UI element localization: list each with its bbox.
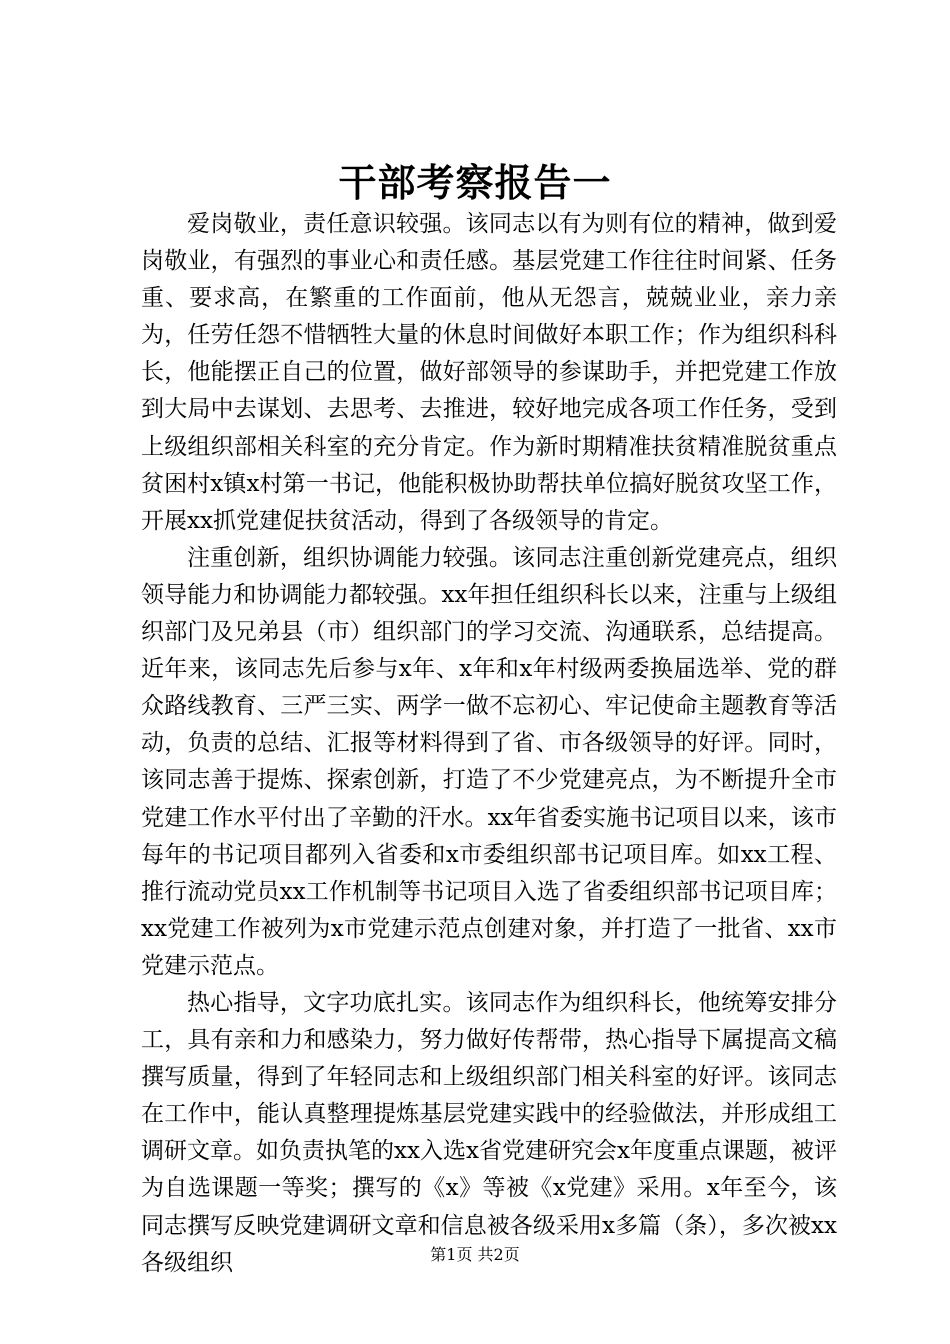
paragraph: 热心指导，文字功底扎实。该同志作为组织科长，他统筹安排分工，具有亲和力和感染力，努力做好传帮带，热心指导下属提高文稿撰写质量，得到了年轻同志和上级组织部门相关科室的好评。该同志在工作中，能认真整理提炼基层党建实践中的经验做法，并形成组工调研文章。如负责执笔的xx入选x省党建研究会x年度重点课题，被评为自选课题一等奖；撰写的《x》等被《x党建》采用。x年至今，该同志撰写反映党建调研文章和信息被各级采用x多篇（条），多次被xx各级组织 [141,989,837,1276]
paragraph: 注重创新，组织协调能力较强。该同志注重创新党建亮点，组织领导能力和协调能力都较强。xx年担任组织科长以来，注重与上级组织部门及兄弟县（市）组织部门的学习交流、沟通联系，总结提高。近年来，该同志先后参与x年、x年和x年村级两委换届选举、党的群众路线教育、三严三实、两学一做不忘初心、牢记使命主题教育等活动，负责的总结、汇报等材料得到了省、市各级领导的好评。同时，该同志善于提炼、探索创新，打造了不少党建亮点，为不断提升全市党建工作水平付出了辛勤的汗水。xx年省委实施书记项目以来，该市每年的书记项目都列入省委和x市委组织部书记项目库。如xx工程、推行流动党员xx工作机制等书记项目入选了省委组织部书记项目库；xx党建工作被列为x市党建示范点创建对象，并打造了一批省、xx市党建示范点。 [141,544,837,979]
document-title: 干部考察报告一 [338,160,612,205]
page-number-footer: 第1页 共2页 [430,1245,520,1264]
document-body [141,206,837,1282]
paragraph: 爱岗敬业，责任意识较强。该同志以有为则有位的精神，做到爱岗敬业，有强烈的事业心和责任感。基层党建工作往往时间紧、任务重、要求高，在繁重的工作面前，他从无怨言，兢兢业业，亲力亲为，任劳任怨不惜牺牲大量的休息时间做好本职工作；作为组织科科长，他能摆正自己的位置，做好部领导的参谋助手，并把党建工作放到大局中去谋划、去思考、去推进，较好地完成各项工作任务，受到上级组织部相关科室的充分肯定。作为新时期精准扶贫精准脱贫重点贫困村x镇x村第一书记，他能积极协助帮扶单位搞好脱贫攻坚工作，开展xx抓党建促扶贫活动，得到了各级领导的肯定。 [141,211,837,534]
